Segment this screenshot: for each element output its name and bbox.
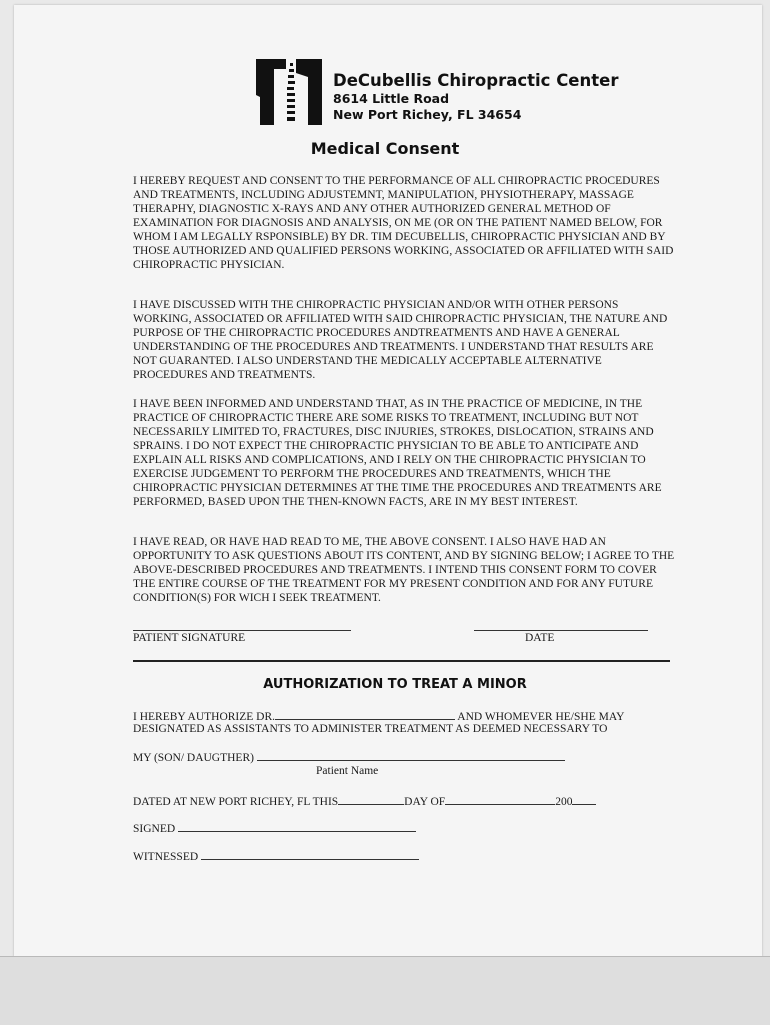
clinic-name: DeCubellis Chiropractic Center xyxy=(333,71,619,90)
minor-section-title: AUTHORIZATION TO TREAT A MINOR xyxy=(263,677,527,692)
dated-prefix: DATED AT NEW PORT RICHEY, FL THIS xyxy=(133,796,339,808)
consent-paragraph-1: I HEREBY REQUEST AND CONSENT TO THE PERFORMANCE OF ALL CHIROPRACTIC PROCEDURES AND TREATMENTS, INCLUDING ADJUSTEMNT, MANIPULATION, PHYSIOTHERAPY, MASSAGE THERAPHY, DIAGNOSTIC X-RAYS AND ANY OTHER AUTHORIZED GENERAL METHOD OF EXAMINATION FOR DIAGNOSIS AND ANALYSIS, ON ME (OR ON THE PATIENT NAMED BELOW, FOR WHOM I AM LEGALLY RSPONSIBLE) BY DR. TIM DECUBELLIS, CHIROPRACTIC PHYSICIAN AND BY THOSE AUTHORIZED AND QUALIFIED PERSONS WORKING, ASSOCIATED OR AFFILIATED WITH SAID CHIROPRACTIC PHYSICIAN. xyxy=(133,175,674,271)
page-title: Medical Consent xyxy=(310,139,460,158)
address-line-2: New Port Richey, FL 34654 xyxy=(333,107,522,122)
doctor-name-field[interactable] xyxy=(275,708,455,720)
consent-paragraph-2: I HAVE DISCUSSED WITH THE CHIROPRACTIC PHYSICIAN AND/OR WITH OTHER PERSONS WORKING, ASSOCIATED OR AFFILIATED WITH SAID CHIROPRACTIC PHYSICIAN, THE NATURE AND PURPOSE OF THE CHIROPRACTIC PROCEDURES ANDTREATMENTS AND HAVE A GENERAL UNDERSTANDING OF THE PROCEDURES AND TREATMENTS. I UNDERSTAND THAT RESULTS ARE NOT GUARANTED. I ALSO UNDERSTAND THE MEDICALLY ACCEPTABLE ALTERNATIVE PROCEDURES AND TREATMENTS. xyxy=(133,299,668,381)
scan-background xyxy=(0,956,770,1025)
patient-name-field[interactable] xyxy=(257,749,565,761)
section-divider xyxy=(133,660,670,662)
signed-label: SIGNED xyxy=(133,823,176,835)
address-line-1: 8614 Little Road xyxy=(333,91,450,106)
day-of-label: DAY OF xyxy=(404,796,446,808)
son-daughter-line xyxy=(133,749,565,765)
authorize-suffix: AND WHOMEVER HE/SHE MAY xyxy=(457,711,625,723)
authorize-prefix: I HEREBY AUTHORIZE DR. xyxy=(133,711,276,723)
dated-line xyxy=(133,793,596,809)
year-prefix: 200 xyxy=(555,796,573,808)
signed-line xyxy=(133,820,416,836)
witnessed-field[interactable] xyxy=(201,848,419,860)
authorize-line-2: DESIGNATED AS ASSISTANTS TO ADMINISTER TREATMENT AS DEEMED NECESSARY TO xyxy=(133,723,608,735)
date-label: DATE xyxy=(525,632,555,644)
clinic-logo xyxy=(256,57,322,127)
date-line[interactable] xyxy=(474,630,648,631)
witnessed-label: WITNESSED xyxy=(133,851,199,863)
signed-field[interactable] xyxy=(178,820,416,832)
clinic-header xyxy=(333,70,618,123)
day-field[interactable] xyxy=(338,793,404,805)
patient-signature-line[interactable] xyxy=(133,630,351,631)
witnessed-line xyxy=(133,848,419,864)
consent-paragraph-3: I HAVE BEEN INFORMED AND UNDERSTAND THAT, AS IN THE PRACTICE OF MEDICINE, IN THE PRACTICE OF CHIROPRACTIC THERE ARE SOME RISKS TO TREATMENT, INCLUDING BUT NOT NECESSARILY LIMITED TO, FRACTURES, DISC INJURIES, STROKES, DISLOCATION, STRAINS AND SPRAINS. I DO NOT EXPECT THE CHIROPRACTIC PHYSICIAN TO BE ABLE TO ANTICIPATE AND EXPLAIN ALL RISKS AND COMPLICATIONS, AND I RELY ON THE CHIROPRACTIC PHYSICIAN TO EXERCISE JUDGEMENT TO PERFORM THE PROCEDURES AND TREATMENTS, WHICH THE CHIROPRACTIC PHYSICIAN DETERMINES AT THE TIME THE PROCEDURES AND TREATMENTS ARE PERFORMED, BASED UPON THE THEN-KNOWN FACTS, ARE IN MY BEST INTEREST. xyxy=(133,398,662,508)
year-field[interactable] xyxy=(572,793,596,805)
son-daughter-label: MY (SON/ DAUGTHER) xyxy=(133,752,254,764)
patient-signature-label: PATIENT SIGNATURE xyxy=(133,632,246,644)
consent-paragraph-4: I HAVE READ, OR HAVE HAD READ TO ME, THE ABOVE CONSENT. I ALSO HAVE HAD AN OPPORTUNITY TO ASK QUESTIONS ABOUT ITS CONTENT, AND BY SIGNING BELOW; I AGREE TO THE ABOVE-DESCRIBED PROCEDURES AND TREATMENTS. I INTEND THIS CONSENT FORM TO COVER THE ENTIRE COURSE OF THE TREATMENT FOR MY PRESENT CONDITION AND FOR ANY FUTURE CONDITION(S) FOR WICH I SEEK TREATMENT. xyxy=(133,536,675,604)
patient-name-caption: Patient Name xyxy=(316,765,379,777)
month-field[interactable] xyxy=(445,793,555,805)
